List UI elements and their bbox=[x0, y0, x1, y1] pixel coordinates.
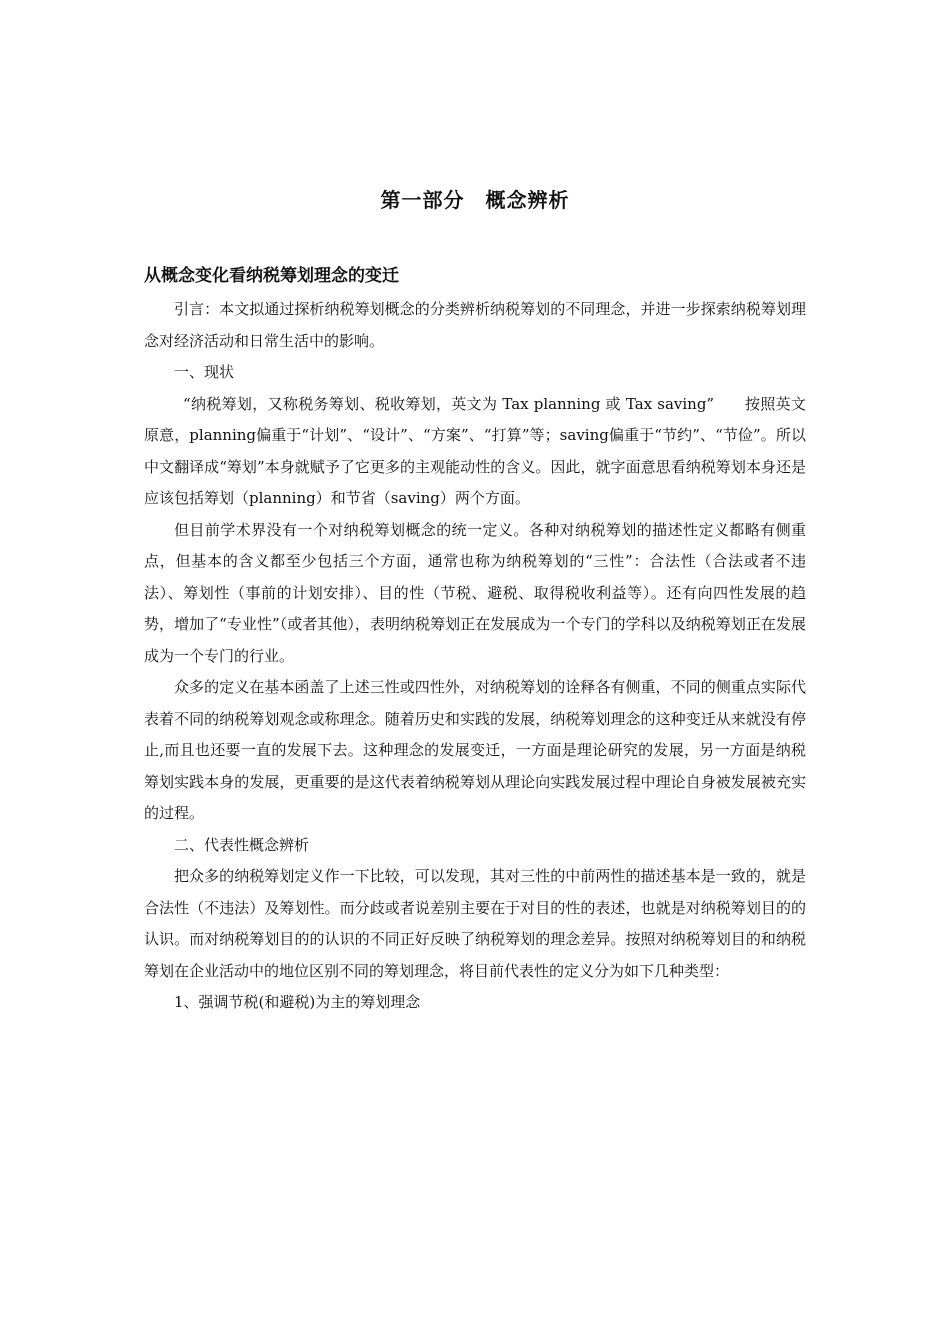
section-heading-concepts: 二、代表性概念辨析 bbox=[174, 835, 310, 854]
definition-paragraph: “纳税筹划，又称税务筹划、税收筹划，英文为 Tax planning 或 Tax saving” 按照英文原意，planning偏重于“计划”、“设计”、“方案”、“打算”等；saving偏重于“节约”、“节俭”。所以中文翻译成“筹划”本身就赋予了它更多的主观能动性的含义。因此，就字面意思看纳税筹划本身还是应该包括筹划（planning）和节省（saving）两个方面。 bbox=[144, 394, 806, 507]
comparison-paragraph: 把众多的纳税筹划定义作一下比较，可以发现，其对三性的中前两性的描述基本是一致的，就是合法性（不违法）及筹划性。而分歧或者说差别主要在于对目的性的表述，也就是对纳税筹划目的的认识。而对纳税筹划目的的认识的不同正好反映了纳税筹划的理念差异。按照对纳税筹划目的和纳税筹划在企业活动中的地位区别不同的筹划理念，将目前代表性的定义分为如下几种类型： bbox=[144, 867, 806, 980]
concept-evolution-paragraph: 众多的定义在基本函盖了上述三性或四性外，对纳税筹划的诠释各有侧重，不同的侧重点实际代表着不同的纳税筹划观念或称理念。随着历史和实践的发展，纳税筹划理念的这种变迁从来就没有停止,而且也还要一直的发展下去。这种理念的发展变迁，一方面是理论研究的发展，另一方面是纳税筹划实践本身的发展，更重要的是这代表着纳税筹划从理论向实践发展过程中理论自身被发展被充实的过程。 bbox=[144, 678, 806, 822]
intro-paragraph: 引言：本文拟通过探析纳税筹划概念的分类辨析纳税筹划的不同理念，并进一步探索纳税筹划理念对经济活动和日常生活中的影响。 bbox=[144, 300, 806, 350]
subsection-heading-tax-saving: 1、强调节税(和避税)为主的筹划理念 bbox=[174, 993, 421, 1011]
three-properties-paragraph: 但目前学术界没有一个对纳税筹划概念的统一定义。各种对纳税筹划的描述性定义都略有侧重点，但基本的含义都至少包括三个方面，通常也称为纳税筹划的“三性”：合法性（合法或者不违法）、筹划性（事前的计划安排）、目的性（节税、避税、取得税收利益等）。还有向四性发展的趋势，增加了“专业性”（或者其他），表明纳税筹划正在发展成为一个专门的学科以及纳税筹划正在发展成为一个专门的行业。 bbox=[144, 520, 806, 665]
part-title: 第一部分 概念辨析 bbox=[380, 188, 570, 212]
article-title: 从概念变化看纳税筹划理念的变迁 bbox=[144, 266, 399, 286]
article-body bbox=[144, 294, 806, 1019]
section-heading-status: 一、现状 bbox=[174, 363, 235, 381]
